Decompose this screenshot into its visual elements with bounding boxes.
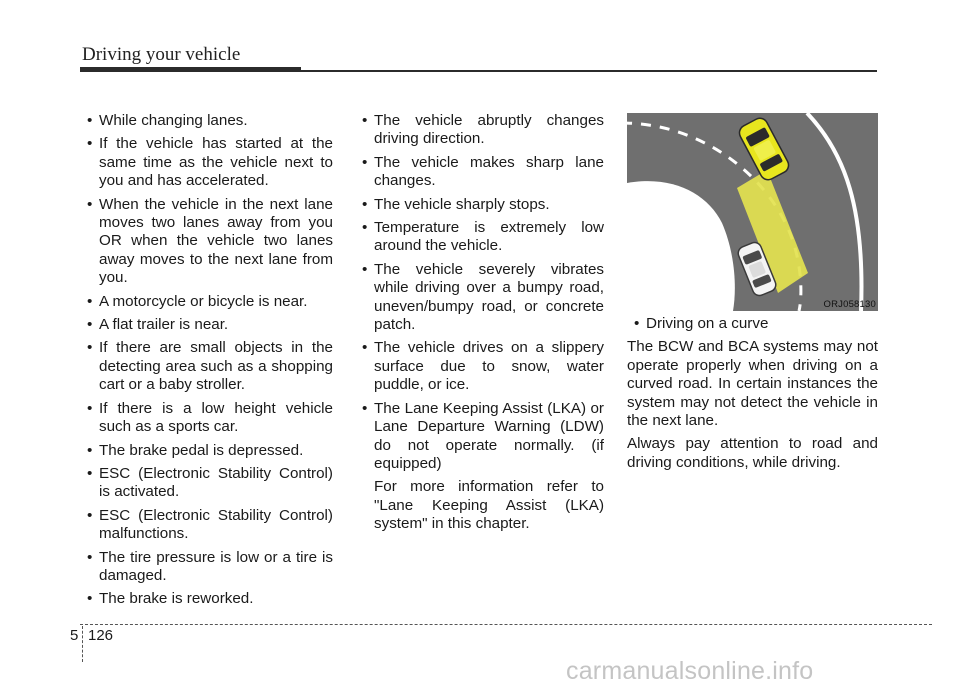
curve-road-diagram: [627, 113, 878, 311]
watermark-text: carmanualsonline.info: [566, 657, 814, 685]
footer-divider: [82, 626, 83, 662]
list-item: • The brake pedal is depressed.: [80, 442, 333, 460]
middle-bullet-list: [355, 112, 604, 473]
list-item: • The vehicle severely vibrates while driving over a bumpy road, uneven/bumpy road, or concrete patch.: [355, 261, 604, 335]
left-bullet-list: [80, 112, 333, 609]
list-item: • ESC (Electronic Stability Control) malfunctions.: [80, 507, 333, 544]
right-bullet-list: [627, 315, 878, 333]
list-item: • The vehicle abruptly changes driving direction.: [355, 112, 604, 149]
curve-illustration: [627, 113, 878, 311]
list-item: • The vehicle makes sharp lane changes.: [355, 154, 604, 191]
list-item: • Driving on a curve: [627, 315, 878, 333]
figure-code: ORJ058130: [823, 299, 876, 310]
list-item: • ESC (Electronic Stability Control) is activated.: [80, 465, 333, 502]
header-rule-thin: [301, 70, 877, 72]
list-item: • The Lane Keeping Assist (LKA) or Lane Departure Warning (LDW) do not operate normally. (if equipped): [355, 400, 604, 474]
left-column: [80, 112, 333, 614]
header-rule-thick: [80, 67, 301, 72]
list-item: • If the vehicle has started at the same time as the vehicle next to you and has accelerated.: [80, 135, 333, 190]
list-item: • If there is a low height vehicle such as a sports car.: [80, 400, 333, 437]
list-item: • The vehicle drives on a slippery surface due to snow, water puddle, or ice.: [355, 339, 604, 394]
list-item: • Temperature is extremely low around the vehicle.: [355, 219, 604, 256]
list-item: • The tire pressure is low or a tire is damaged.: [80, 549, 333, 586]
list-item: • A motorcycle or bicycle is near.: [80, 293, 333, 311]
section-number: 5: [70, 627, 79, 644]
list-item: • If there are small objects in the detecting area such as a shopping cart or a baby stroller.: [80, 339, 333, 394]
attention-paragraph: Always pay attention to road and driving conditions, while driving.: [627, 435, 878, 471]
middle-column: [355, 112, 604, 534]
page-header-title: Driving your vehicle: [82, 44, 241, 65]
list-item: • A flat trailer is near.: [80, 316, 333, 334]
list-item: • While changing lanes.: [80, 112, 333, 130]
right-column: [627, 315, 878, 477]
page-number: 126: [88, 627, 114, 644]
list-item: • When the vehicle in the next lane moves two lanes away from you OR when the vehicle two lanes away moves to the next lane from you.: [80, 196, 333, 288]
list-item: • The brake is reworked.: [80, 590, 333, 608]
footer-rule: [80, 624, 932, 625]
reference-note: For more information refer to "Lane Keeping Assist (LKA) system" in this chapter.: [374, 478, 604, 533]
list-item: • The vehicle sharply stops.: [355, 196, 604, 214]
curve-paragraph: The BCW and BCA systems may not operate properly when driving on a curved road. In certain instances the system may not detect the vehicle in the next lane.: [627, 338, 878, 430]
